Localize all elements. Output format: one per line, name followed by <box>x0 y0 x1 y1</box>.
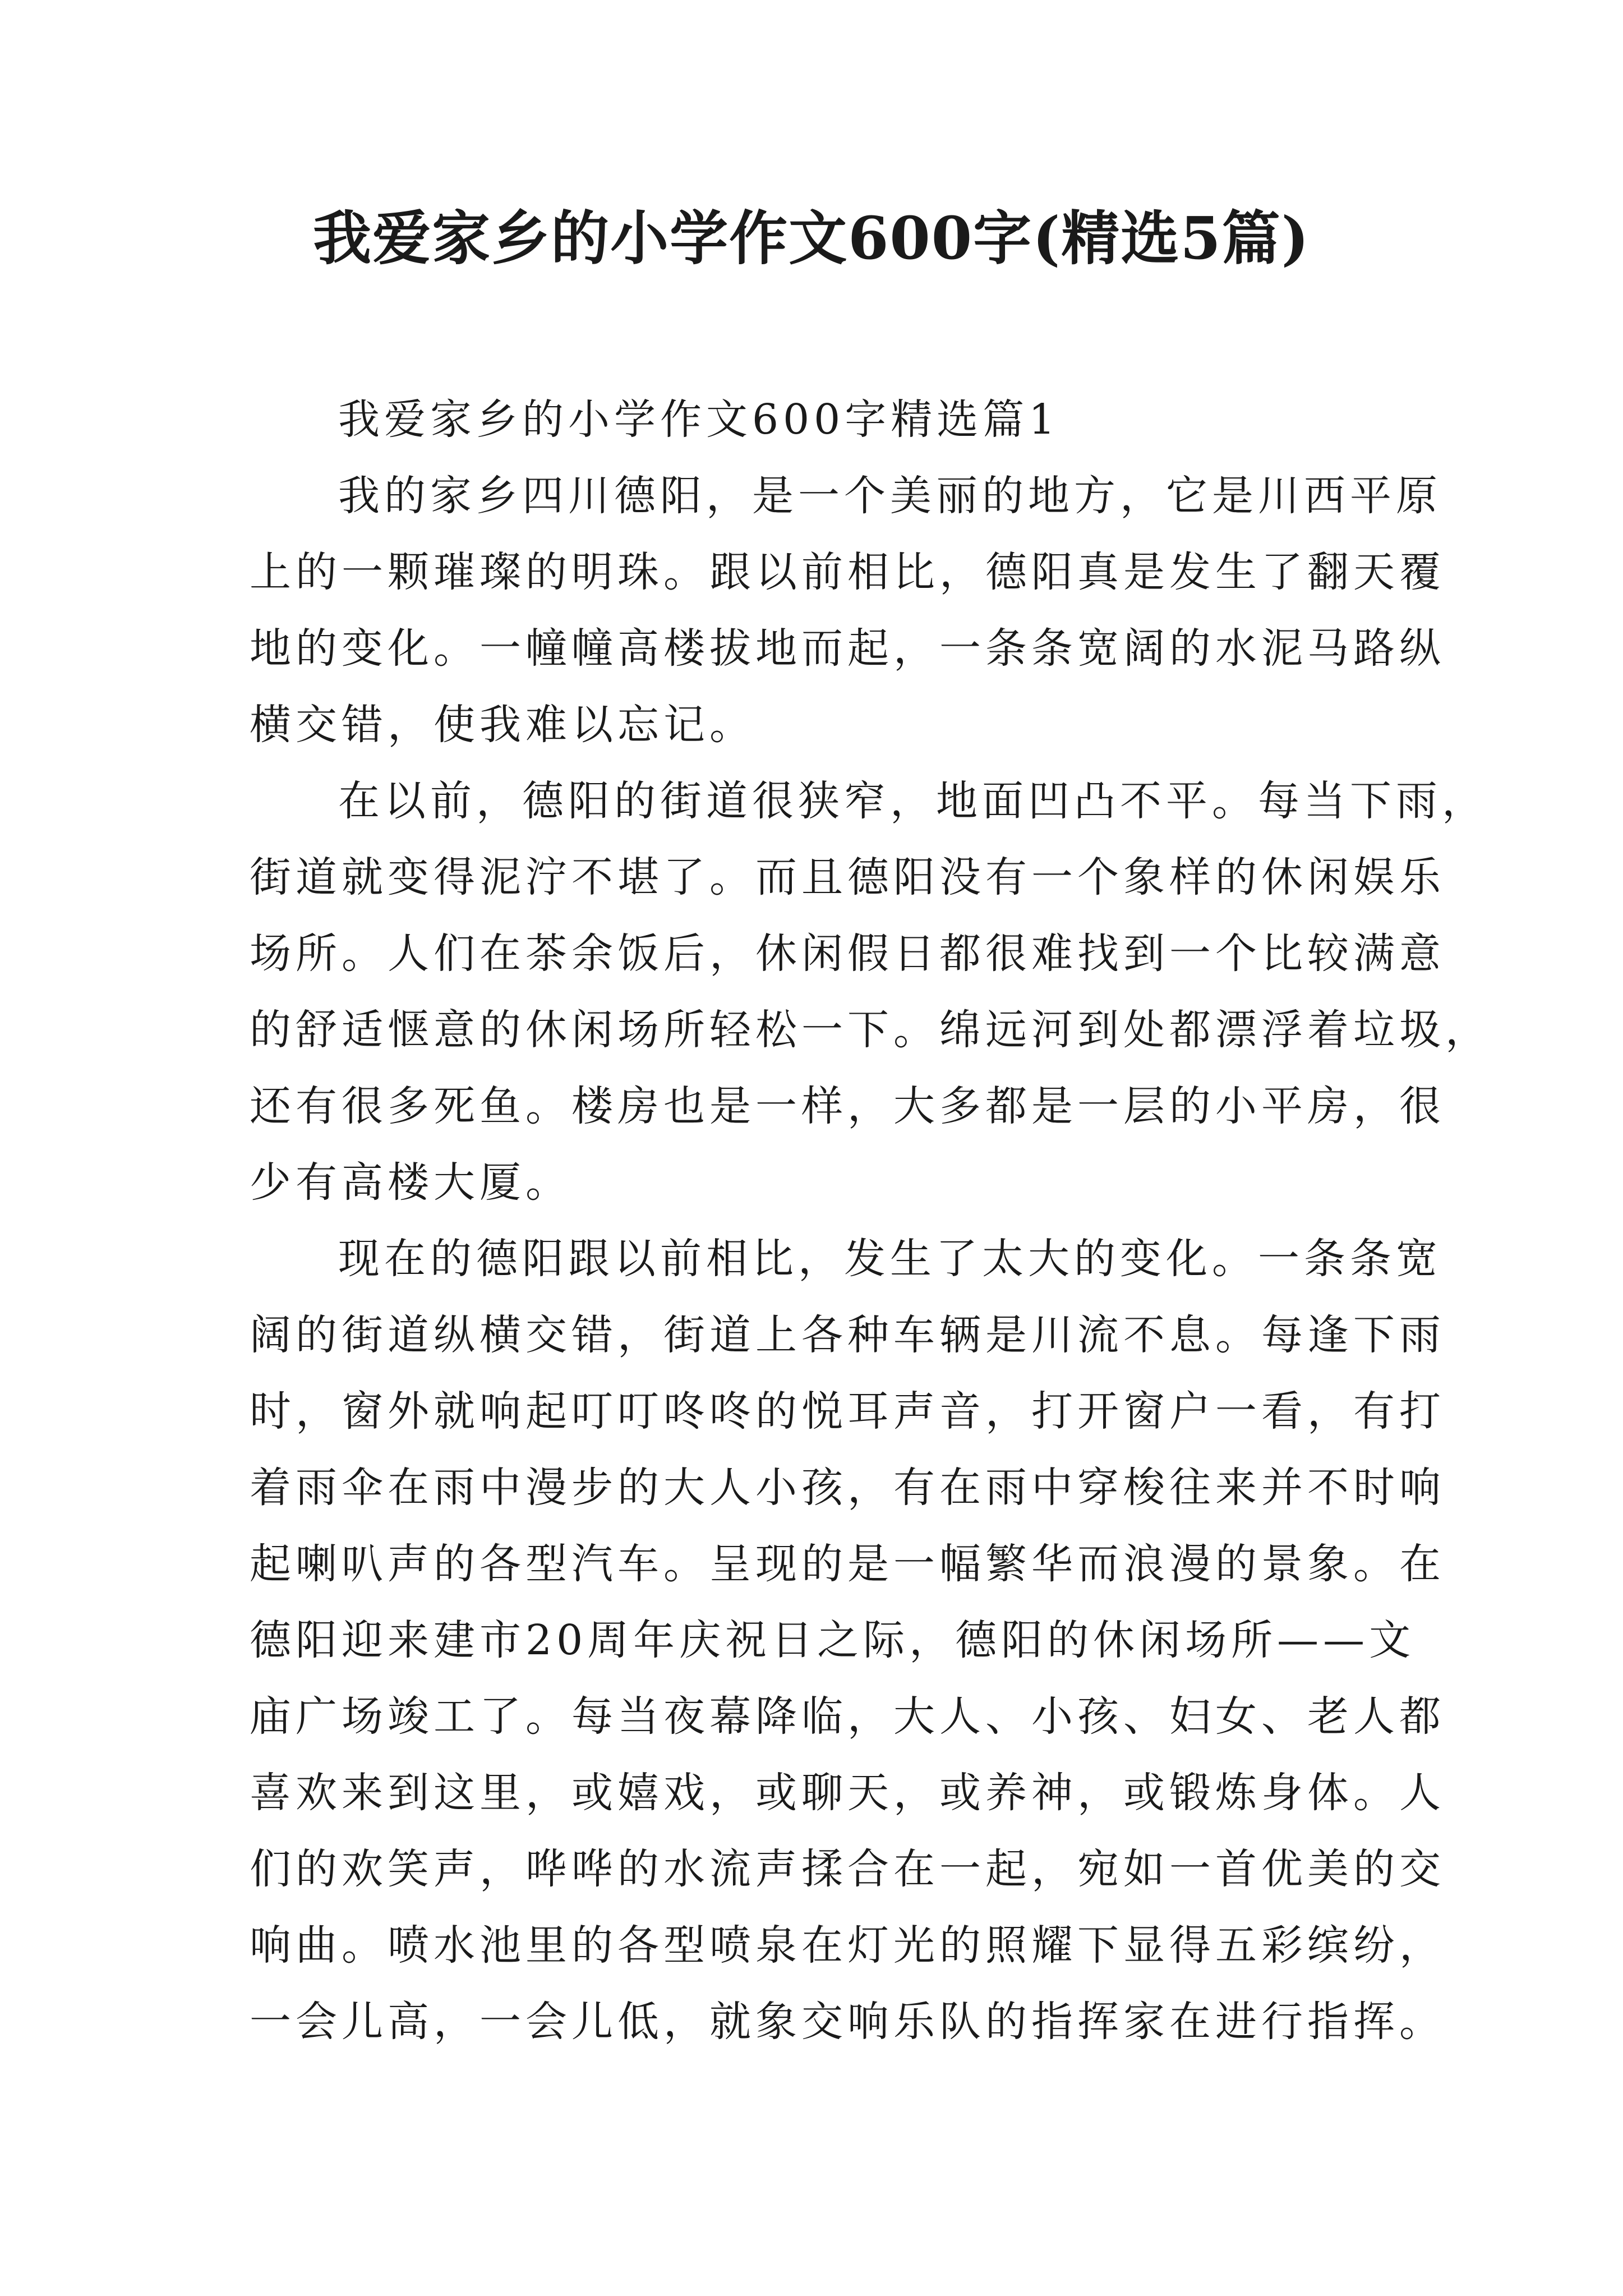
paragraph-line: 少有高楼大厦。 <box>250 1158 571 1207</box>
paragraph-line: 地的变化。一幢幢高楼拔地而起，一条条宽阔的水泥马路纵 <box>250 624 1445 673</box>
paragraph-line: 们的欢笑声，哗哗的水流声揉合在一起，宛如一首优美的交 <box>250 1845 1445 1893</box>
document-body <box>250 381 1491 2060</box>
paragraph-line: 在以前，德阳的街道很狭窄，地面凹凸不平。每当下雨， <box>338 777 1488 825</box>
paragraph-line: 喜欢来到这里，或嬉戏，或聊天，或养神，或锻炼身体。人 <box>250 1769 1445 1817</box>
paragraph-line: 响曲。喷水池里的各型喷泉在灯光的照耀下显得五彩缤纷， <box>250 1921 1445 1970</box>
document-title: 我爱家乡的小学作文600字(精选5篇) <box>313 204 1310 273</box>
paragraph-line: 现在的德阳跟以前相比，发生了太大的变化。一条条宽 <box>338 1235 1442 1283</box>
paragraph-line: 上的一颗璀璨的明珠。跟以前相比，德阳真是发生了翻天覆 <box>250 548 1445 596</box>
paragraph-line: 着雨伞在雨中漫步的大人小孩，有在雨中穿梭往来并不时响 <box>250 1464 1445 1512</box>
paragraph-line: 时，窗外就响起叮叮咚咚的悦耳声音，打开窗户一看，有打 <box>250 1387 1445 1435</box>
paragraph-line: 横交错，使我难以忘记。 <box>250 701 755 749</box>
paragraph-line: 街道就变得泥泞不堪了。而且德阳没有一个象样的休闲娱乐 <box>250 853 1445 901</box>
paragraph-line: 一会儿高，一会儿低，就象交响乐队的指挥家在进行指挥。 <box>250 1998 1445 2046</box>
paragraph-line: 起喇叭声的各型汽车。呈现的是一幅繁华而浪漫的景象。在 <box>250 1540 1445 1588</box>
paragraph-line: 德阳迎来建市20周年庆祝日之际，德阳的休闲场所——文 <box>250 1616 1415 1664</box>
paragraph-line: 庙广场竣工了。每当夜幕降临，大人、小孩、妇女、老人都 <box>250 1692 1445 1741</box>
paragraph-line: 场所。人们在茶余饭后，休闲假日都很难找到一个比较满意 <box>250 930 1445 978</box>
paragraph-line: 还有很多死鱼。楼房也是一样，大多都是一层的小平房，很 <box>250 1082 1445 1130</box>
paragraph-line: 我的家乡四川德阳，是一个美丽的地方，它是川西平原 <box>338 472 1442 520</box>
paragraph-line: 的舒适惬意的休闲场所轻松一下。绵远河到处都漂浮着垃圾， <box>250 1006 1491 1054</box>
paragraph-line: 阔的街道纵横交错，街道上各种车辆是川流不息。每逢下雨 <box>250 1311 1445 1359</box>
section-heading: 我爱家乡的小学作文600字精选篇1 <box>338 395 1060 444</box>
